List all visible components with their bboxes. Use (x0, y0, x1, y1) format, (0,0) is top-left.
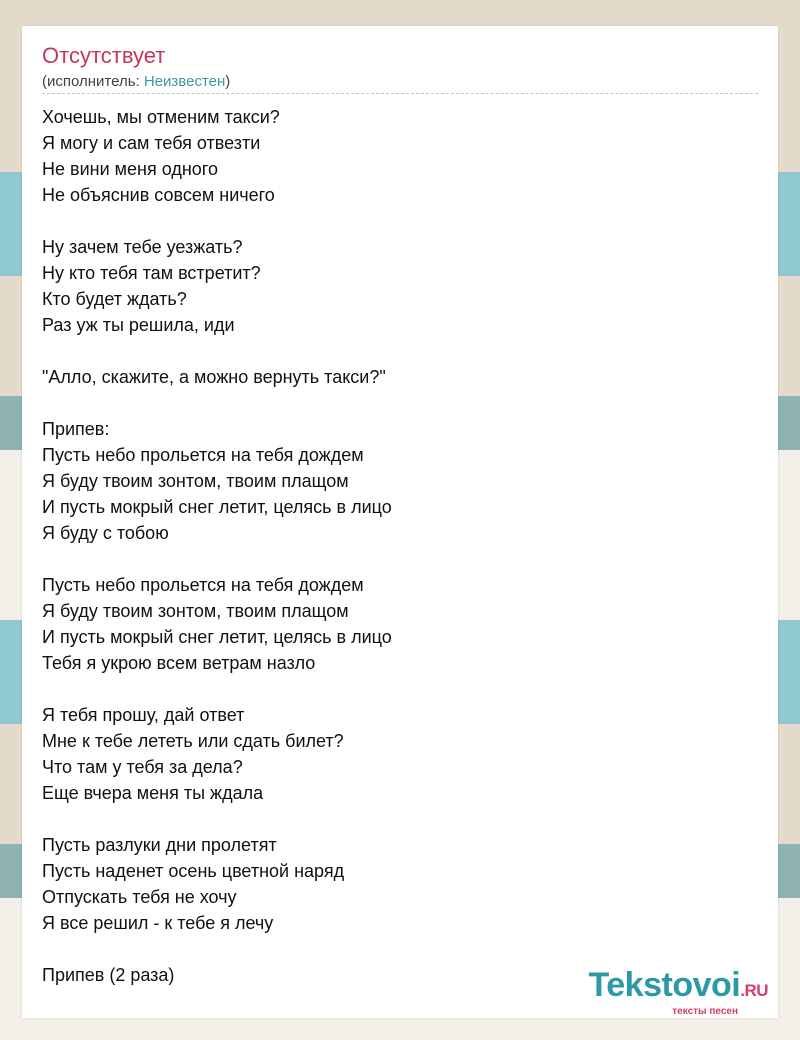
logo-suffix: .RU (740, 981, 768, 1000)
stanza-gap (42, 208, 742, 234)
song-title: Отсутствует (42, 43, 166, 68)
lyric-line: Хочешь, мы отменим такси? (42, 107, 280, 127)
lyric-line: Тебя я укрою всем ветрам назло (42, 653, 316, 673)
lyric-line: И пусть мокрый снег летит, целясь в лицо (42, 627, 392, 647)
lyric-line: Не объяснив совсем ничего (42, 185, 275, 205)
lyric-line: "Алло, скажите, а можно вернуть такси?" (42, 367, 386, 387)
lyric-line: Раз уж ты решила, иди (42, 315, 235, 335)
lyric-line: Отпускать тебя не хочу (42, 887, 237, 907)
logo-name: Tekstovoi (588, 966, 741, 1004)
lyric-line: Что там у тебя за дела? (42, 757, 243, 777)
lyric-line: Пусть небо прольется на тебя дождем (42, 575, 364, 595)
stanza-gap (42, 338, 742, 364)
lyric-line: И пусть мокрый снег летит, целясь в лицо (42, 497, 392, 517)
stanza-gap (42, 806, 742, 832)
lyric-line: Ну зачем тебе уезжать? (42, 237, 243, 257)
stanza-gap (42, 546, 742, 572)
lyric-line: Мне к тебе лететь или сдать билет? (42, 731, 344, 751)
lyric-line: Припев: (42, 419, 110, 439)
stanza-gap (42, 936, 742, 962)
lyric-line: Не вини меня одного (42, 159, 218, 179)
byline-prefix: (исполнитель: (42, 73, 144, 90)
lyric-line: Я тебя прошу, дай ответ (42, 705, 245, 725)
stanza-gap (42, 390, 742, 416)
lyric-line: Я буду твоим зонтом, твоим плащом (42, 471, 349, 491)
lyric-line: Пусть разлуки дни пролетят (42, 835, 277, 855)
lyric-line: Пусть небо прольется на тебя дождем (42, 445, 364, 465)
lyrics-text (42, 104, 742, 988)
byline-suffix: ) (225, 73, 231, 90)
site-logo[interactable] (589, 967, 768, 1017)
logo-tagline: тексты песен (672, 1006, 738, 1017)
lyric-line: Припев (2 раза) (42, 965, 175, 985)
lyric-line: Я могу и сам тебя отвезти (42, 133, 261, 153)
lyric-line: Ну кто тебя там встретит? (42, 263, 261, 283)
lyric-line: Еще вчера меня ты ждала (42, 783, 264, 803)
lyric-line: Кто будет ждать? (42, 289, 187, 309)
artist-link[interactable]: Неизвестен (143, 73, 226, 90)
stanza-gap (42, 676, 742, 702)
lyric-line: Пусть наденет осень цветной наряд (42, 861, 345, 881)
title-divider (42, 93, 758, 94)
lyric-line: Я буду твоим зонтом, твоим плащом (42, 601, 349, 621)
artist-byline (42, 73, 230, 91)
lyric-line: Я все решил - к тебе я лечу (42, 913, 274, 933)
lyric-line: Я буду с тобою (42, 523, 169, 543)
lyrics-card (22, 26, 778, 1018)
